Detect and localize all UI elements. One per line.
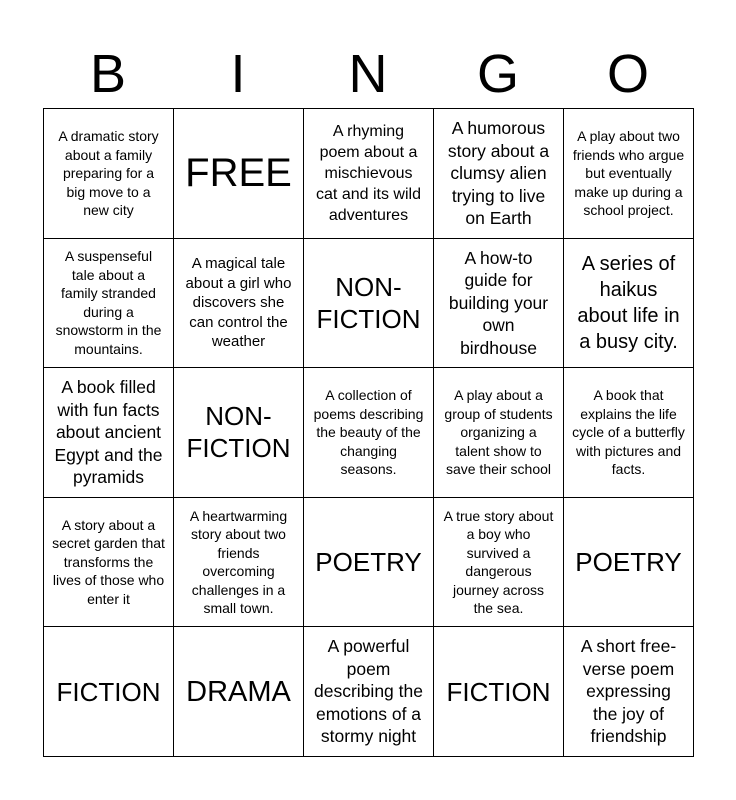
- bingo-cell-r3-c5[interactable]: [564, 368, 694, 498]
- header-letter-o: O: [606, 44, 649, 104]
- bingo-cell-r4-c2[interactable]: [174, 498, 304, 628]
- cell-text: A powerful poem describing the emotions of a stormy night: [314, 636, 423, 747]
- bingo-cell-r3-c2[interactable]: [174, 368, 304, 498]
- bingo-cell-r4-c1[interactable]: [44, 498, 174, 628]
- cell-text: A how-to guide for building your own birdhouse: [448, 247, 549, 358]
- bingo-cell-r4-c5[interactable]: [564, 498, 694, 628]
- bingo-cell-r1-c5[interactable]: [564, 109, 694, 239]
- bingo-cell-r1-c3[interactable]: [304, 109, 434, 239]
- cell-text: A collection of poems describing the beauty of the changing seasons.: [313, 387, 424, 478]
- cell-text: A story about a secret garden that transforms the lives of those who enter it: [52, 516, 165, 607]
- bingo-cell-r2-c2[interactable]: [174, 239, 304, 369]
- cell-text: A play about two friends who argue but eventually make up during a school project.: [572, 128, 685, 219]
- bingo-cell-r1-c4[interactable]: [434, 109, 564, 239]
- cell-text: NON-FICTION: [186, 401, 291, 464]
- bingo-cell-r5-c1[interactable]: [44, 627, 174, 757]
- bingo-cell-r4-c4[interactable]: [434, 498, 564, 628]
- bingo-cell-r3-c3[interactable]: [304, 368, 434, 498]
- cell-text: A book that explains the life cycle of a butterfly with pictures and facts.: [572, 387, 685, 478]
- cell-text: NON-FICTION: [316, 271, 421, 334]
- bingo-cell-r4-c3[interactable]: [304, 498, 434, 628]
- cell-text: A play about a group of students organizing a talent show to save their school: [444, 387, 553, 478]
- bingo-cell-r2-c5[interactable]: [564, 239, 694, 369]
- cell-text: FICTION: [56, 676, 161, 707]
- cell-text: POETRY: [575, 547, 682, 578]
- bingo-board: [43, 108, 694, 757]
- cell-text: A book filled with fun facts about ancient Egypt and the pyramids: [54, 377, 163, 488]
- cell-text: A true story about a boy who survived a dangerous journey across the sea.: [443, 507, 554, 617]
- cell-text: FICTION: [446, 676, 551, 707]
- bingo-cell-r5-c3[interactable]: [304, 627, 434, 757]
- bingo-cell-r3-c4[interactable]: [434, 368, 564, 498]
- cell-text: A heartwarming story about two friends overcoming challenges in a small town.: [189, 507, 288, 617]
- bingo-cell-r2-c1[interactable]: [44, 239, 174, 369]
- cell-text: A humorous story about a clumsy alien trying to live on Earth: [447, 118, 550, 229]
- cell-text: A rhyming poem about a mischievous cat and its wild adventures: [316, 122, 421, 224]
- bingo-cell-r3-c1[interactable]: [44, 368, 174, 498]
- bingo-cell-r2-c4[interactable]: [434, 239, 564, 369]
- header-letter-b: B: [89, 44, 127, 104]
- bingo-cell-r5-c4[interactable]: [434, 627, 564, 757]
- bingo-header: [43, 40, 693, 108]
- cell-text: A dramatic story about a family preparing for a big move to a new city: [58, 128, 159, 219]
- cell-text: FREE: [185, 151, 292, 196]
- header-letter-g: G: [476, 44, 519, 104]
- cell-text: A series of haikus about life in a busy city.: [577, 252, 680, 353]
- cell-text: A suspenseful tale about a family stranded during a snowstorm in the mountains.: [55, 248, 162, 357]
- header-letter-i: I: [230, 44, 246, 104]
- cell-text: A magical tale about a girl who discovers she can control the weather: [185, 255, 292, 351]
- bingo-cell-r1-c1[interactable]: [44, 109, 174, 239]
- bingo-cell-r5-c5[interactable]: [564, 627, 694, 757]
- bingo-cell-r5-c2[interactable]: [174, 627, 304, 757]
- cell-text: A short free-verse poem expressing the joy of friendship: [580, 636, 677, 747]
- cell-text: DRAMA: [186, 675, 291, 708]
- cell-text: POETRY: [315, 547, 422, 578]
- bingo-cell-r2-c3[interactable]: [304, 239, 434, 369]
- header-letter-n: N: [348, 44, 388, 104]
- bingo-cell-free[interactable]: [174, 109, 304, 239]
